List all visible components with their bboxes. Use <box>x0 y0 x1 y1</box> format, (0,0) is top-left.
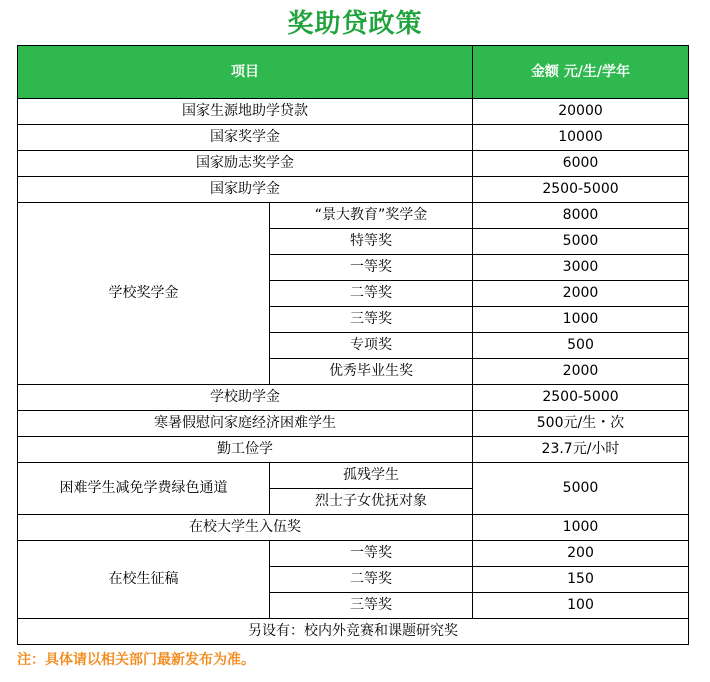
table-header-row <box>18 46 689 99</box>
amount-cell: 3000 <box>473 255 689 281</box>
item-cell: 学校助学金 <box>18 385 473 411</box>
category-cell: 困难学生减免学费绿色通道 <box>18 463 270 515</box>
category-cell: 在校生征稿 <box>18 541 270 619</box>
subitem-cell: 二等奖 <box>270 567 473 593</box>
subitem-cell: 特等奖 <box>270 229 473 255</box>
amount-cell: 2500-5000 <box>473 385 689 411</box>
amount-cell: 1000 <box>473 307 689 333</box>
category-cell: 学校奖学金 <box>18 203 270 385</box>
amount-cell: 150 <box>473 567 689 593</box>
policy-table <box>17 45 689 645</box>
header-item: 项目 <box>18 46 473 99</box>
table-row <box>18 151 689 177</box>
subitem-cell: 三等奖 <box>270 593 473 619</box>
item-cell: 在校大学生入伍奖 <box>18 515 473 541</box>
table-row <box>18 619 689 645</box>
subitem-cell: “景大教育”奖学金 <box>270 203 473 229</box>
table-row <box>18 385 689 411</box>
page-title: 奖助贷政策 <box>287 9 423 39</box>
table-row <box>18 515 689 541</box>
amount-cell: 2000 <box>473 281 689 307</box>
item-cell: 国家励志奖学金 <box>18 151 473 177</box>
table-row <box>18 125 689 151</box>
item-cell: 勤工俭学 <box>18 437 473 463</box>
table-row <box>18 203 689 229</box>
item-cell: 寒暑假慰问家庭经济困难学生 <box>18 411 473 437</box>
amount-cell: 8000 <box>473 203 689 229</box>
table-row <box>18 411 689 437</box>
table-row <box>18 463 689 489</box>
subitem-cell: 孤残学生 <box>270 463 473 489</box>
amount-cell: 200 <box>473 541 689 567</box>
item-cell: 国家奖学金 <box>18 125 473 151</box>
table-row <box>18 177 689 203</box>
amount-cell: 1000 <box>473 515 689 541</box>
item-cell: 国家生源地助学贷款 <box>18 99 473 125</box>
amount-cell: 500元/生・次 <box>473 411 689 437</box>
subitem-cell: 专项奖 <box>270 333 473 359</box>
table-row <box>18 437 689 463</box>
footnote: 注：具体请以相关部门最新发布为准。 <box>17 652 255 668</box>
other-note-cell: 另设有：校内外竞赛和课题研究奖 <box>18 619 689 645</box>
amount-cell: 100 <box>473 593 689 619</box>
item-cell: 国家助学金 <box>18 177 473 203</box>
header-amount: 金额 元/生/学年 <box>473 46 689 99</box>
amount-cell: 2000 <box>473 359 689 385</box>
subitem-cell: 烈士子女优抚对象 <box>270 489 473 515</box>
amount-cell: 10000 <box>473 125 689 151</box>
table-row <box>18 541 689 567</box>
subitem-cell: 一等奖 <box>270 541 473 567</box>
subitem-cell: 优秀毕业生奖 <box>270 359 473 385</box>
subitem-cell: 二等奖 <box>270 281 473 307</box>
amount-cell: 500 <box>473 333 689 359</box>
amount-cell: 23.7元/小时 <box>473 437 689 463</box>
amount-cell: 6000 <box>473 151 689 177</box>
amount-cell: 5000 <box>473 229 689 255</box>
subitem-cell: 三等奖 <box>270 307 473 333</box>
table-row <box>18 99 689 125</box>
amount-cell: 2500-5000 <box>473 177 689 203</box>
amount-cell: 20000 <box>473 99 689 125</box>
amount-cell: 5000 <box>473 463 689 515</box>
subitem-cell: 一等奖 <box>270 255 473 281</box>
